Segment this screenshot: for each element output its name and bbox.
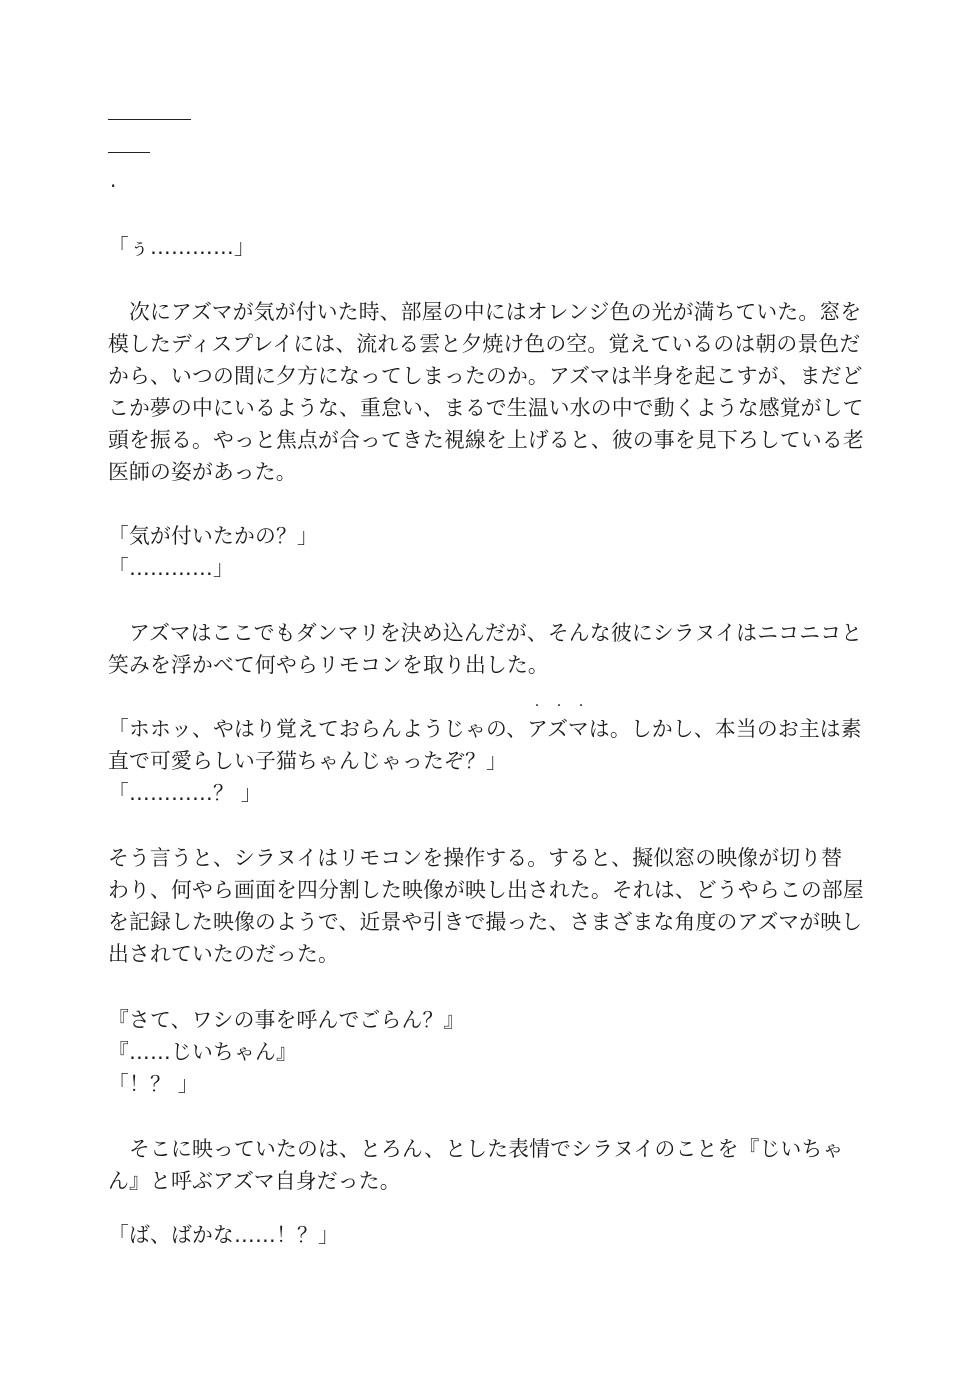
text-line: 出されていたのだった。 xyxy=(108,942,339,966)
text-line: 模したディスプレイには、流れる雲と夕焼け色の空。覚えているのは朝の景色だ xyxy=(108,332,861,356)
text-line: アズマはここでもダンマリを決め込んだが、そんな彼にシラヌイはニコニコと xyxy=(108,621,863,645)
divider-rule-long xyxy=(108,119,191,120)
text-line: から、いつの間に夕方になってしまったのか。アズマは半身を起こすが、まだど xyxy=(108,364,863,388)
text-line: を記録した映像のようで、近景や引きで撮った、さまざまな角度のアズマが映し xyxy=(108,910,863,934)
text-line: 医師の姿があった。 xyxy=(108,460,297,484)
text-line: そう言うと、シラヌイはリモコンを操作する。すると、擬似窓の映像が切り替 xyxy=(108,846,843,870)
text-line: そこに映っていたのは、とろん、とした表情でシラヌイのことを『じいちゃ xyxy=(108,1137,844,1161)
divider-rule-short xyxy=(108,152,150,153)
emphasis-dots: ・・・ xyxy=(532,701,598,712)
text-line: わり、何やら画面を四分割した映像が映し出された。それは、どうやらこの部屋 xyxy=(108,878,864,902)
text-line: 『……じいちゃん』 xyxy=(108,1040,297,1064)
text-line: 「！？ 」 xyxy=(108,1072,199,1096)
text-line: 「…………？ 」 xyxy=(108,781,262,805)
text-line: 「…………」 xyxy=(108,556,234,580)
text-line: ん』と呼ぶアズマ自身だった。 xyxy=(108,1169,401,1193)
text-line: 「気が付いたかの？」 xyxy=(108,524,318,548)
text-line: 「ぅ…………」 xyxy=(108,235,255,259)
text-line: 「ば、ばかな……！？」 xyxy=(108,1223,339,1247)
text-line: 頭を振る。やっと焦点が合ってきた視線を上げると、彼の事を見下ろしている老 xyxy=(108,428,864,452)
text-line: 次にアズマが気が付いた時、部屋の中にはオレンジ色の光が満ちていた。窓を xyxy=(108,300,862,324)
text-line: 『さて、ワシの事を呼んでごらん？』 xyxy=(108,1008,465,1032)
text-line: 「ホホッ、やはり覚えておらんようじゃの、アズマは。しかし、本当のお主は素 xyxy=(108,717,862,741)
text-line: 笑みを浮かべて何やらリモコンを取り出した。 xyxy=(108,653,549,677)
section-marker: · xyxy=(110,174,117,198)
text-line: 直で可愛らしい子猫ちゃんじゃったぞ？」 xyxy=(108,749,507,773)
text-line: こか夢の中にいるような、重怠い、まるで生温い水の中で動くような感覚がして xyxy=(108,396,864,420)
